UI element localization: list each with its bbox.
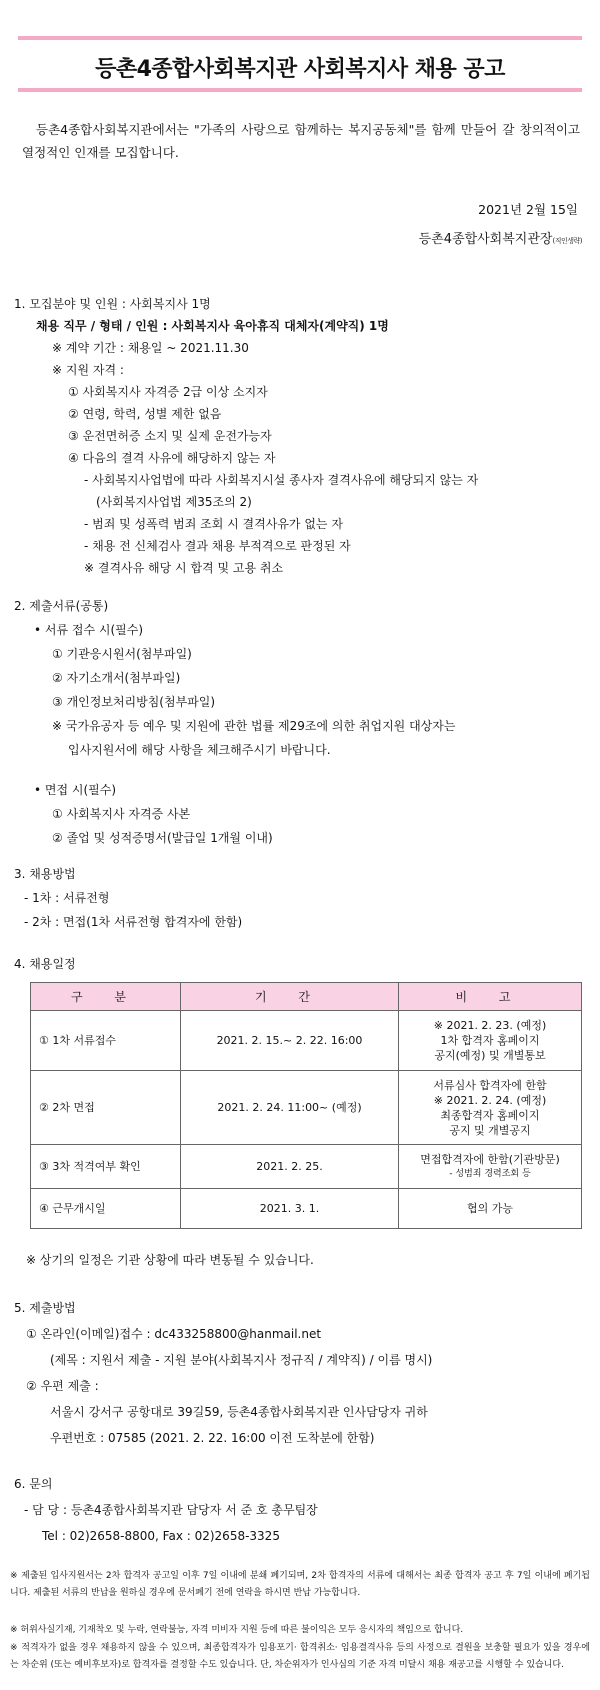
signature	[419, 228, 582, 247]
stage-cell: ① 1차 서류접수	[31, 1011, 181, 1071]
signature-name: 등촌4종합사회복지관장	[418, 232, 553, 247]
section6-tel: Tel : 02)2658-8800, Fax : 02)2658-3325	[42, 1529, 280, 1543]
section2-d4: ※ 국가유공자 등 예우 및 지원에 관한 법률 제29조에 의한 취업지원 대상자는	[52, 719, 456, 733]
stage-cell: ③ 3차 적격여부 확인	[31, 1145, 181, 1189]
section1-q3: ③ 운전면허증 소지 및 실제 운전가능자	[68, 429, 272, 443]
section2-d1: ① 기관응시원서(첨부파일)	[52, 647, 192, 661]
column-header: 구 분	[31, 983, 181, 1011]
section1-job: 채용 직무 / 형태 / 인원 : 사회복지사 육아휴직 대체자(계약직) 1명	[36, 319, 389, 333]
section3-heading: 3. 채용방법	[14, 867, 76, 881]
column-header: 비 고	[399, 983, 582, 1011]
section2-i1: ① 사회복지사 자격증 사본	[52, 807, 191, 821]
table-row	[31, 1071, 582, 1145]
schedule-table	[30, 982, 582, 1229]
section1-q4d: ※ 결격사유 해당 시 합격 및 고용 취소	[84, 561, 284, 575]
section3-m1: - 1차 : 서류전형	[24, 891, 110, 905]
section1-q4b: - 범죄 및 성폭력 범죄 조회 시 결격사유가 없는 자	[84, 517, 343, 531]
announcement-date: 2021년 2월 15일	[478, 202, 578, 217]
footnote-replacement: ※ 적격자가 없을 경우 채용하지 않을 수 있으며, 최종합격자가 임용포기· 합격취소· 임용결격사유 등의 사정으로 결원을 보충할 필요가 있을 경우에는 차순위 (또는 예비후보자)로 합격자를 결정할 수도 있습니다. 단, 차순위자가 인사심의 기준 자격 미달시 채용 재공고를 시행할 수 있습니다.	[10, 1643, 590, 1670]
section1-q4a2: (사회복지사업법 제35조의 2)	[96, 495, 252, 509]
section1-q2: ② 연령, 학력, 성별 제한 없음	[68, 407, 222, 421]
section2-d4b: 입사지원서에 해당 사항을 체크해주시기 바랍니다.	[68, 743, 331, 757]
period-cell: 2021. 2. 25.	[181, 1145, 399, 1189]
note-line: 서류심사 합격자에 한함	[433, 1078, 547, 1092]
period-cell: 2021. 2. 24. 11:00~ (예정)	[181, 1071, 399, 1145]
section6-heading: 6. 문의	[14, 1477, 53, 1491]
period-cell: 2021. 2. 15.~ 2. 22. 16:00	[181, 1011, 399, 1071]
section1-qual-heading: ※ 지원 자격 :	[52, 363, 124, 377]
stage-cell: ④ 근무개시일	[31, 1189, 181, 1229]
note-cell: 협의 가능	[399, 1189, 582, 1229]
note-cell	[399, 1071, 582, 1145]
section2-d2: ② 자기소개서(첨부파일)	[52, 671, 181, 685]
period-cell: 2021. 3. 1.	[181, 1189, 399, 1229]
section2-heading: 2. 제출서류(공통)	[14, 599, 109, 613]
section5-online-sub: (제목 : 지원서 제출 - 지원 분야(사회복지사 정규직 / 계약직) / 이름 명시)	[50, 1353, 433, 1367]
section1-q4c: - 채용 전 신체검사 결과 채용 부적격으로 판정된 자	[84, 539, 351, 553]
note-line: ※ 2021. 2. 24. (예정)	[433, 1093, 547, 1107]
section2-i2: ② 졸업 및 성적증명서(발급일 1개월 이내)	[52, 831, 273, 845]
intro-paragraph: 등촌4종합사회복지관에서는 "가족의 사랑으로 함께하는 복지공동체"를 함께 만들어 갈 창의적이고 열정적인 인재를 모집합니다.	[22, 122, 580, 160]
note-line: 1차 합격자 홈페이지	[440, 1034, 540, 1047]
section1-contract: ※ 계약 기간 : 채용일 ~ 2021.11.30	[52, 341, 249, 355]
section5-mail-zip: 우편번호 : 07585 (2021. 2. 22. 16:00 이전 도착분에 한함)	[50, 1431, 375, 1445]
footnote-disposal: ※ 제출된 입사지원서는 2차 합격자 공고일 이후 7일 이내에 분쇄 폐기되며, 2차 합격자의 서류에 대해서는 최종 합격자 공고 후 7일 이내에 폐기됩니다. 제출된 서류의 반납을 원하실 경우에 문서폐기 전에 연락을 하시면 반납 가능합니다.	[10, 1571, 590, 1598]
note-line: - 성범죄 경력조회 등	[449, 1168, 531, 1179]
note-line: ※ 2021. 2. 23. (예정)	[433, 1019, 547, 1032]
section5-mail: ② 우편 제출 :	[26, 1379, 99, 1393]
section5-mail-addr: 서울시 강서구 공항대로 39길59, 등촌4종합사회복지관 인사담당자 귀하	[50, 1405, 428, 1419]
note-line: 면접합격자에 한함(기관방문)	[420, 1152, 560, 1166]
section5-heading: 5. 제출방법	[14, 1301, 76, 1315]
section6-contact: - 담 당 : 등촌4종합사회복지관 담당자 서 준 호 총무팀장	[24, 1503, 318, 1517]
section1-q4: ④ 다음의 결격 사유에 해당하지 않는 자	[68, 451, 276, 465]
page-title: 등촌4종합사회복지관 사회복지사 채용 공고	[95, 57, 505, 82]
section1-heading: 1. 모집분야 및 인원 : 사회복지사 1명	[14, 297, 211, 311]
section2-doc-heading: • 서류 접수 시(필수)	[34, 623, 144, 637]
note-line: 공지 및 개별공지	[449, 1123, 531, 1137]
stage-cell: ② 2차 면접	[31, 1071, 181, 1145]
section1-q1: ① 사회복지사 자격증 2급 이상 소지자	[68, 385, 268, 399]
section1-q4a: - 사회복지사업법에 따라 사회복지시설 종사자 결격사유에 해당되지 않는 자	[84, 473, 479, 487]
section4-heading: 4. 채용일정	[14, 957, 76, 971]
table-row	[31, 1011, 582, 1071]
seal-note: (직인생략)	[552, 237, 582, 245]
note-line: 공지(예정) 및 개별통보	[434, 1049, 546, 1062]
table-header-row	[31, 983, 582, 1011]
note-cell	[399, 1145, 582, 1189]
section5-online: ① 온라인(이메일)접수 : dc433258800@hanmail.net	[26, 1327, 322, 1341]
footnote-responsibility: ※ 허위사실기재, 기재착오 및 누락, 연락불능, 자격 미비자 지원 등에 따른 불이익은 모두 응시자의 책임으로 합니다.	[10, 1625, 464, 1635]
title-border-bottom	[18, 88, 582, 92]
schedule-footnote: ※ 상기의 일정은 기관 상황에 따라 변동될 수 있습니다.	[26, 1253, 314, 1267]
section2-int-heading: • 면접 시(필수)	[34, 783, 117, 797]
section3-m2: - 2차 : 면접(1차 서류전형 합격자에 한함)	[24, 915, 243, 929]
title-border-top	[18, 36, 582, 40]
note-cell	[399, 1011, 582, 1071]
section2-d3: ③ 개인정보처리방침(첨부파일)	[52, 695, 216, 709]
table-row	[31, 1145, 582, 1189]
column-header: 기 간	[181, 983, 399, 1011]
table-row	[31, 1189, 582, 1229]
note-line: 최종합격자 홈페이지	[440, 1108, 540, 1122]
